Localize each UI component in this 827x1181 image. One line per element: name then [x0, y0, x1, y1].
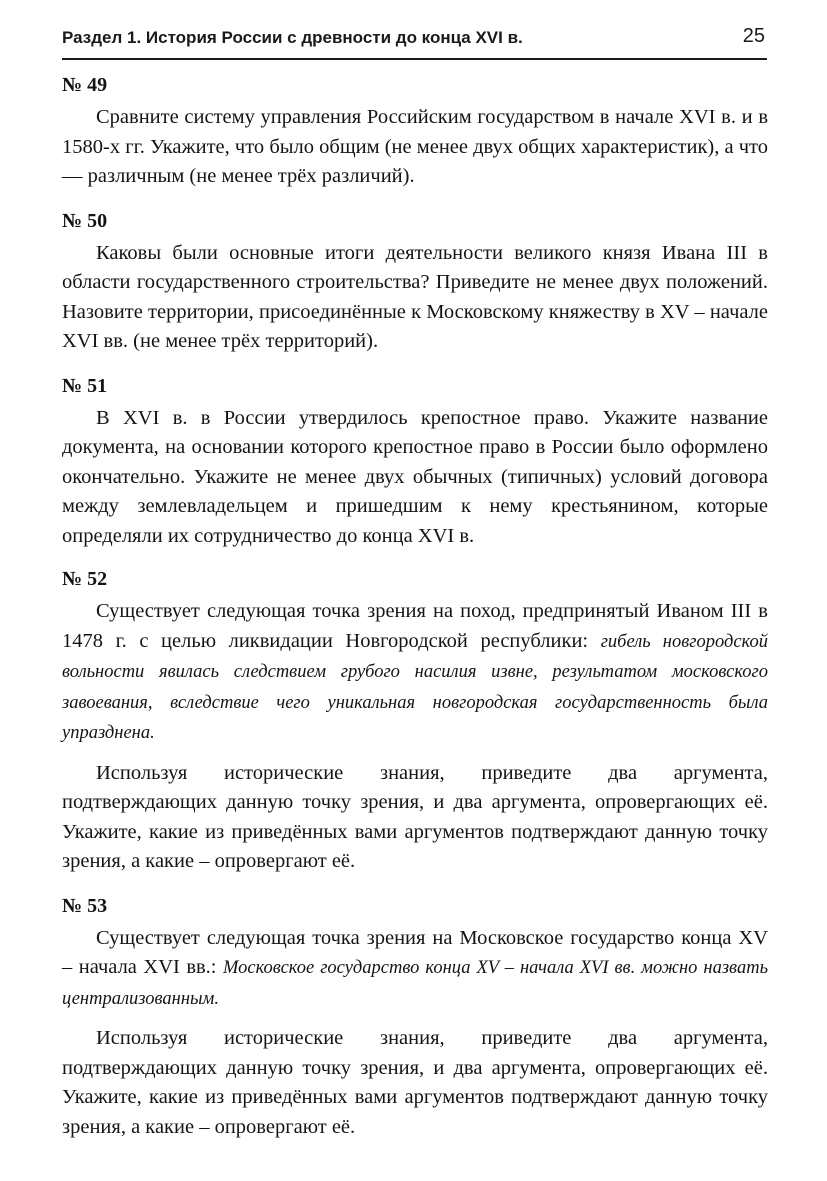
task-49	[62, 72, 768, 192]
statement-lead: Существует следующая точка зрения на Московское государство конца XV – начала XVI вв.:	[62, 926, 768, 978]
task-statement	[62, 597, 768, 749]
task-text: В XVI в. в России утвердилось крепостное право. Укажите название документа, на основании которого крепостное право в России было оформлено окончательно. Укажите не менее двух обычных (типичных) условий договора между землевладельцем и пришедшим к нему крестьянином, которые определяли их сотрудничество до конца XVI в.	[62, 406, 768, 547]
task-number: № 51	[62, 374, 108, 397]
task-number: № 50	[62, 209, 108, 232]
task-instruction: Используя исторические знания, приведите два аргумента, подтверждающих данную точку зрения, и два аргумента, опровергающих её. Укажите, какие из приведённых вами аргументов подтверждают данную точку зрения, а какие – опровергают её.	[62, 1027, 768, 1138]
task-number: № 52	[62, 568, 108, 590]
page-number: 25	[742, 25, 765, 47]
section-title: Раздел 1. История России с древности до конца XVI в.	[62, 28, 523, 47]
task-text: Сравните систему управления Российским государством в начале XVI в. и в 1580-х гг. Укажите, что было общим (не менее двух общих характеристик), а что — различным (не менее трёх различий).	[62, 106, 768, 187]
quoted-viewpoint: Московское государство конца XV – начала XVI вв. можно назвать централизованным.	[62, 958, 768, 1009]
statement-lead: Существует следующая точка зрения на поход, предпринятый Иваном III в 1478 г. с целью ликвидации Новгородской республики:	[62, 600, 768, 652]
task-52	[62, 566, 768, 877]
task-text: Каковы были основные итоги деятельности великого князя Ивана III в области государственного строительства? Приведите не менее двух положений. Назовите территории, присоединённые к Московскому княжеству в XV – начале XVI вв. (не менее трёх территорий).	[62, 241, 768, 352]
running-header	[62, 24, 767, 60]
task-number: № 49	[62, 74, 108, 96]
quoted-viewpoint: гибель новгородской вольности явилась следствием грубого насилия извне, результатом московского завоевания, вследствие чего уникальная новгородская государственность была упразднена.	[62, 631, 768, 743]
page-content	[62, 72, 768, 1142]
task-instruction: Используя исторические знания, приведите два аргумента, подтверждающих данную точку зрения, и два аргумента, опровергающих её. Укажите, какие из приведённых вами аргументов подтверждают данную точку зрения, а какие – опровергают её.	[62, 761, 768, 872]
task-53	[62, 893, 768, 1143]
task-51	[62, 373, 768, 552]
task-statement	[62, 924, 768, 1015]
task-50	[62, 208, 768, 357]
task-number: № 53	[62, 894, 108, 917]
